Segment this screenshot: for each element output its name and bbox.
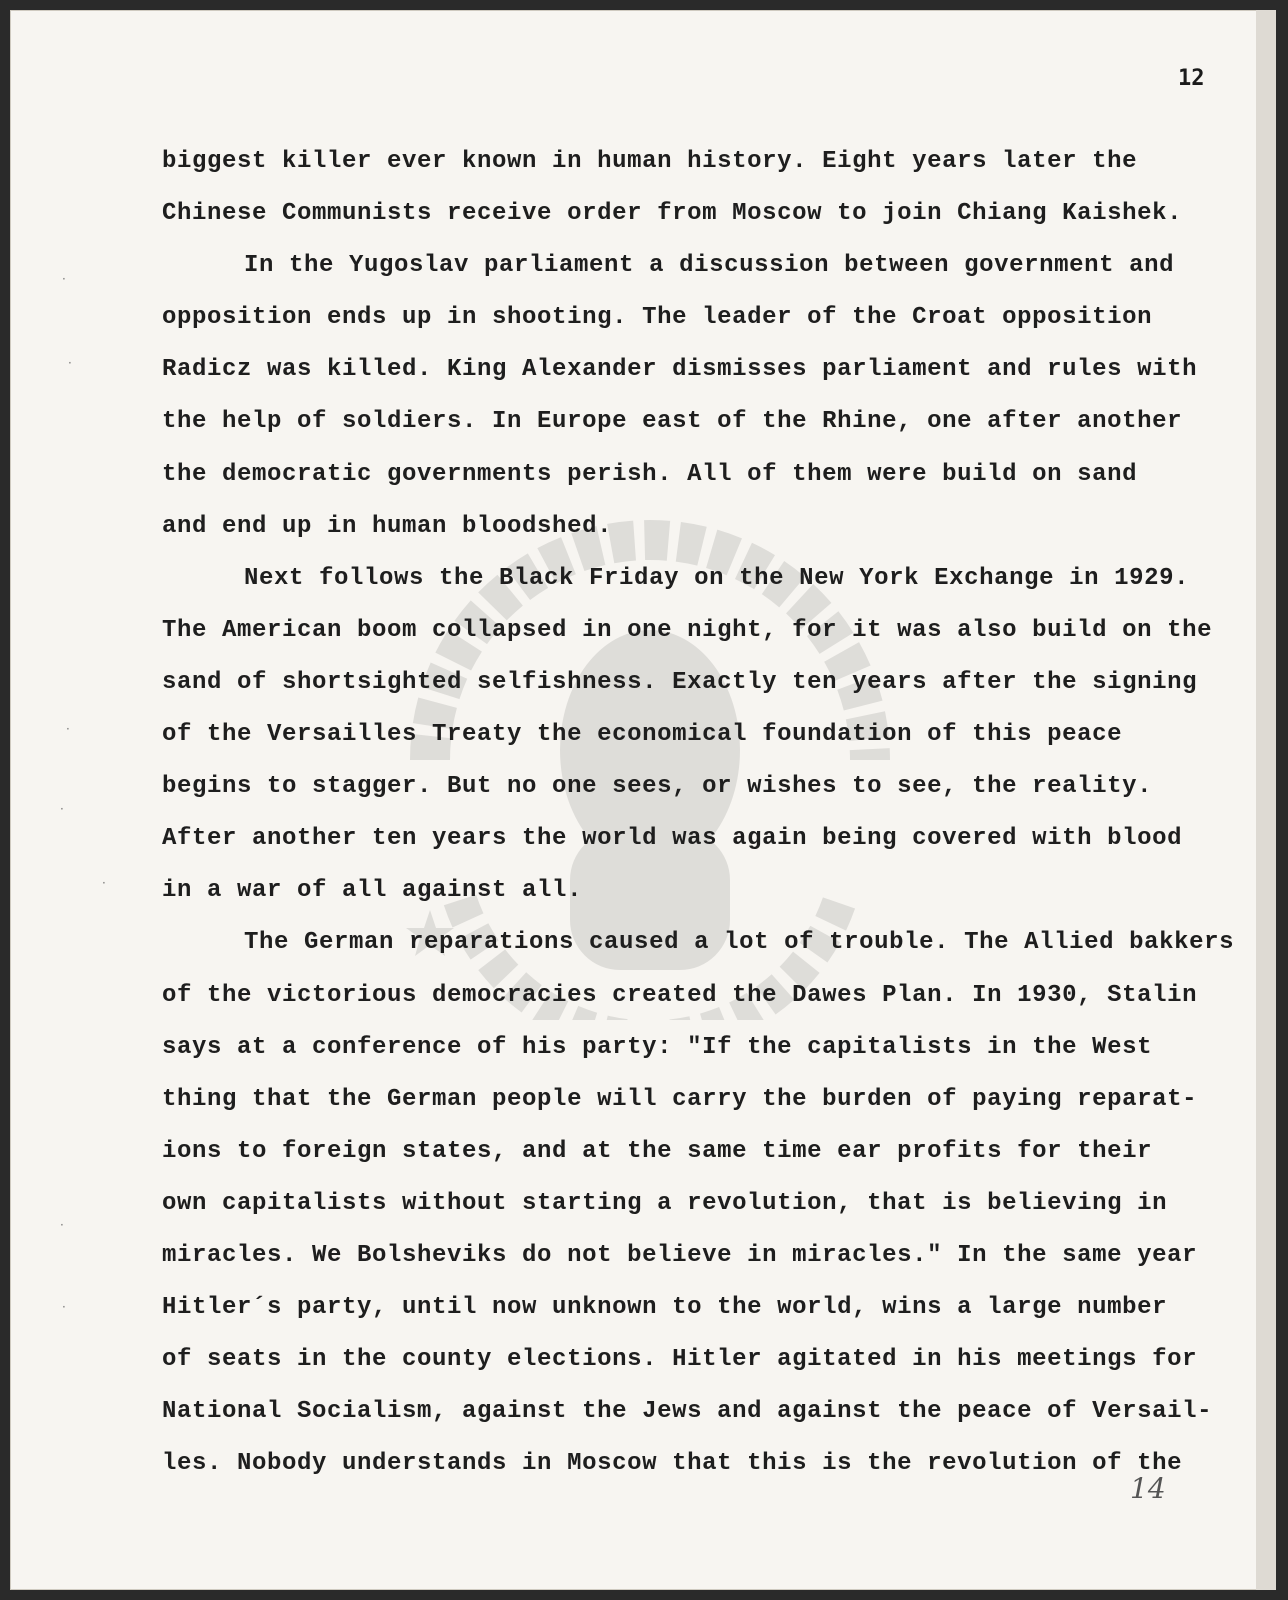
paper-speck: ·: [60, 1218, 64, 1232]
text-line: Next follows the Black Friday on the New York Exchange in 1929.: [244, 564, 1190, 592]
text-line: The German reparations caused a lot of trouble. The Allied bakkers: [244, 929, 1235, 957]
text-line: sand of shortsighted selfishness. Exactly ten years after the signing: [162, 668, 1198, 696]
text-line: and end up in human bloodshed.: [162, 512, 613, 540]
text-line: ions to foreign states, and at the same time ear profits for their: [162, 1137, 1153, 1165]
paper-speck: ·: [102, 876, 106, 890]
paper-speck: ·: [68, 356, 72, 370]
text-line: biggest killer ever known in human history. Eight years later the: [162, 148, 1138, 175]
page-number: 12: [1178, 66, 1205, 91]
text-line: of the Versailles Treaty the economical foundation of this peace: [162, 721, 1123, 749]
paper-speck: ·: [66, 722, 70, 736]
text-line: miracles. We Bolsheviks do not believe in miracles." In the same year: [162, 1241, 1198, 1269]
text-line: own capitalists without starting a revolution, that is believing in: [162, 1189, 1168, 1217]
text-line: After another ten years the world was again being covered with blood: [162, 825, 1183, 853]
text-line: thing that the German people will carry the burden of paying reparat-: [162, 1085, 1198, 1113]
document-page: [10, 10, 1276, 1590]
text-line: begins to stagger. But no one sees, or wishes to see, the reality.: [162, 773, 1153, 801]
text-line: National Socialism, against the Jews and against the peace of Versail-: [162, 1398, 1213, 1426]
text-line: the democratic governments perish. All of them were build on sand: [162, 460, 1138, 488]
handwritten-page-number: 14: [1130, 1472, 1166, 1505]
text-line: in a war of all against all.: [162, 877, 583, 905]
page-edge: [1256, 10, 1276, 1590]
typewritten-body: [162, 136, 1252, 1490]
text-line: The American boom collapsed in one night, for it was also build on the: [162, 616, 1213, 644]
paper-speck: ·: [62, 1300, 66, 1314]
text-line: says at a conference of his party: "If the capitalists in the West: [162, 1033, 1153, 1061]
text-line: the help of soldiers. In Europe east of the Rhine, one after another: [162, 408, 1183, 436]
text-line: Chinese Communists receive order from Moscow to join Chiang Kaishek.: [162, 200, 1183, 228]
text-line: les. Nobody understands in Moscow that this is the revolution of the: [162, 1450, 1183, 1478]
text-line: opposition ends up in shooting. The leader of the Croat opposition: [162, 304, 1153, 332]
text-line: of seats in the county elections. Hitler agitated in his meetings for: [162, 1346, 1198, 1374]
text-line: In the Yugoslav parliament a discussion between government and: [244, 252, 1175, 280]
text-line: Radicz was killed. King Alexander dismisses parliament and rules with: [162, 356, 1198, 384]
text-line: of the victorious democracies created the Dawes Plan. In 1930, Stalin: [162, 981, 1198, 1009]
paper-speck: ·: [60, 802, 64, 816]
text-line: Hitler´s party, until now unknown to the world, wins a large number: [162, 1294, 1168, 1322]
paper-speck: ·: [62, 272, 66, 286]
